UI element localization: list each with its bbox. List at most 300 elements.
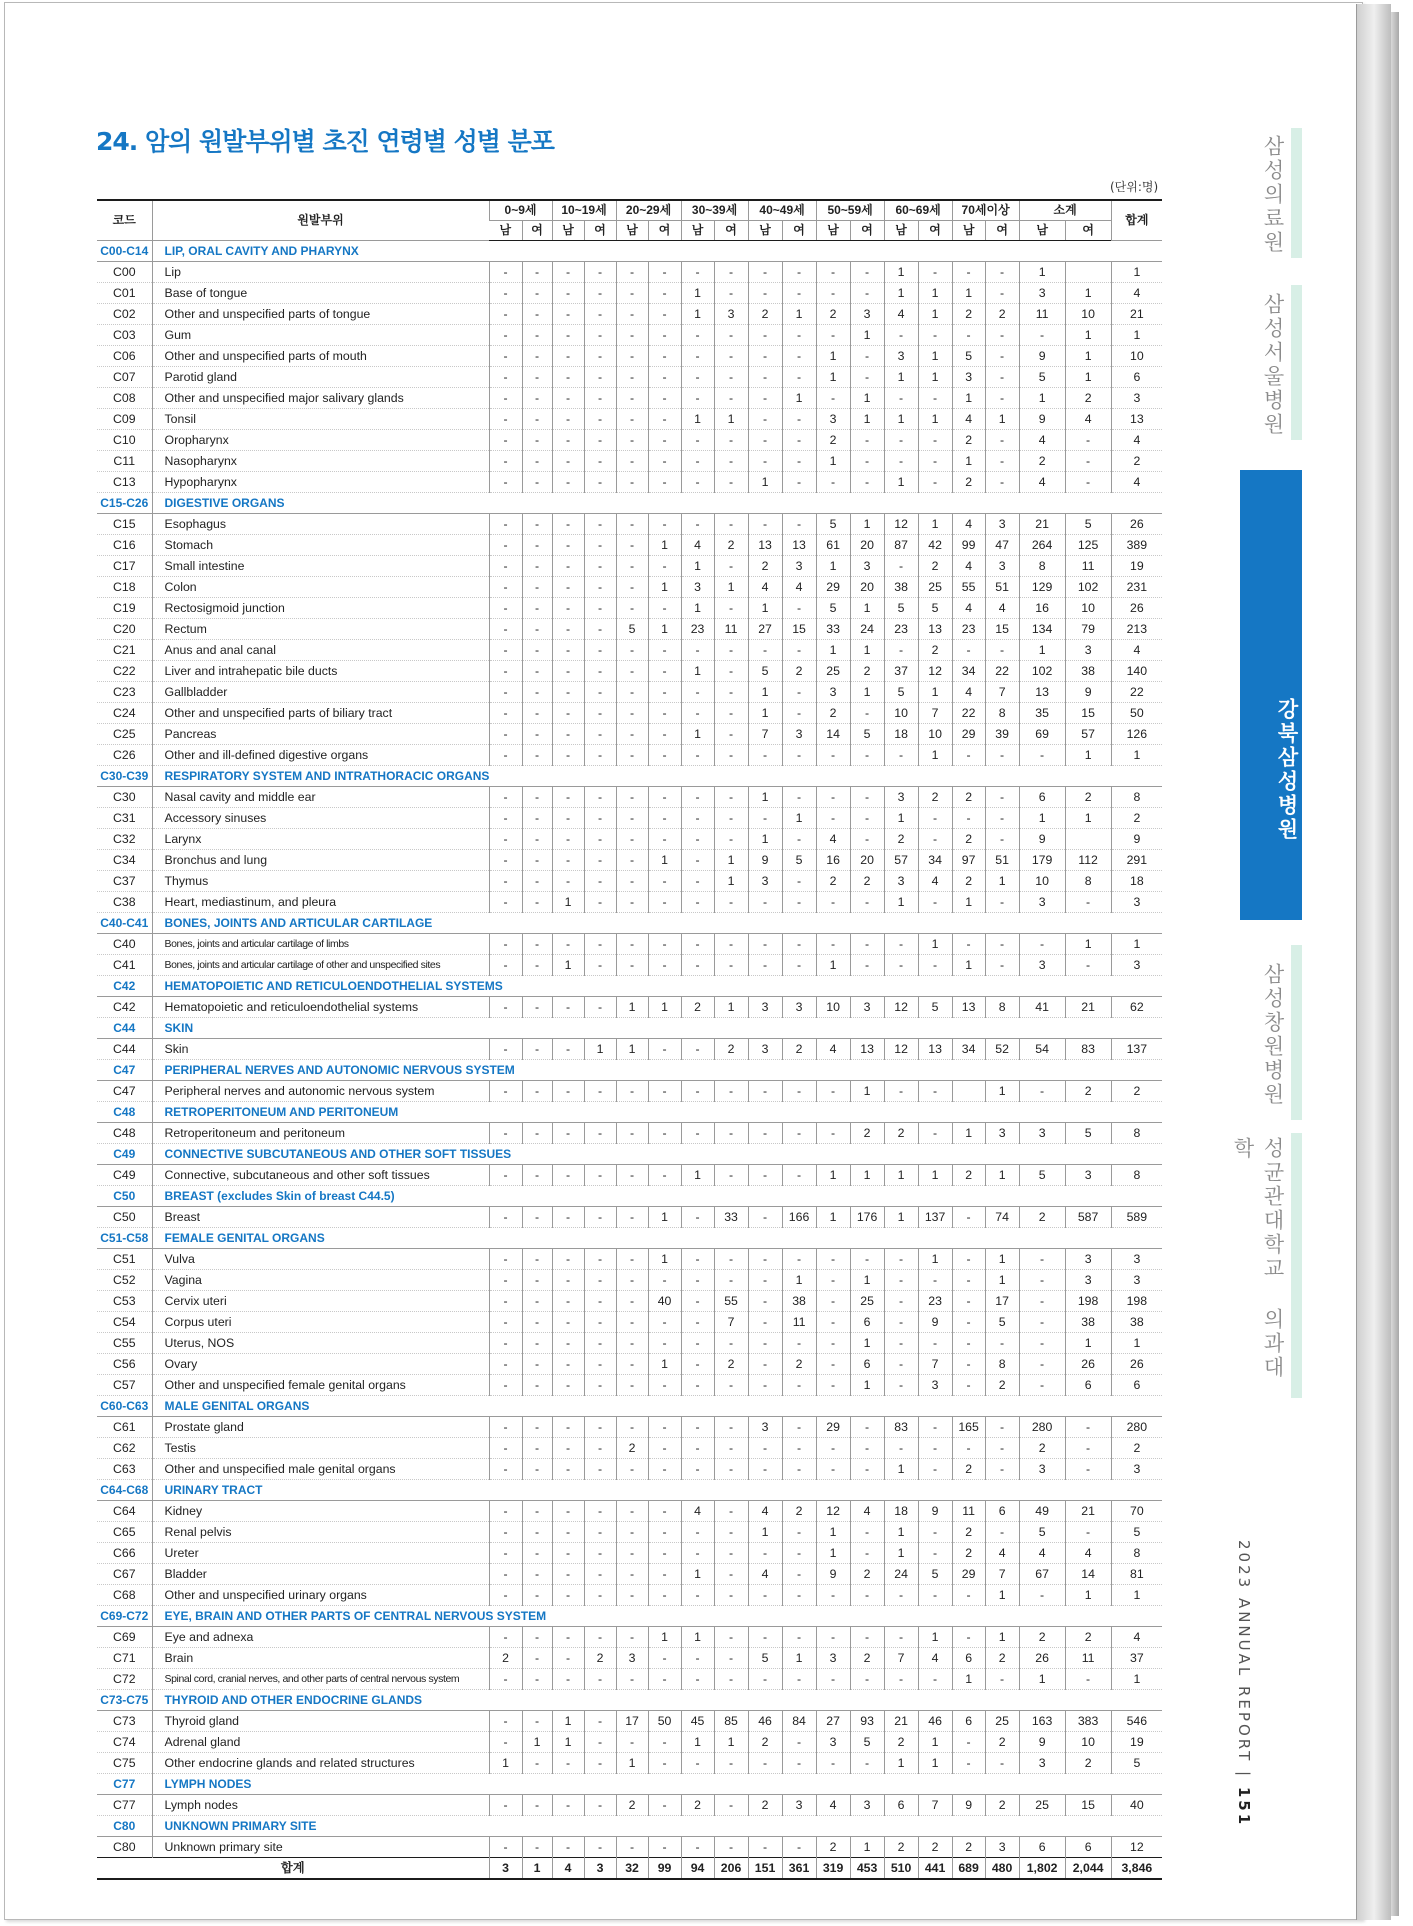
- value-cell: 1: [952, 388, 985, 409]
- value-cell: -: [489, 934, 522, 955]
- value-cell: -: [748, 1312, 782, 1333]
- value-cell: -: [782, 1249, 816, 1270]
- value-cell: -: [584, 682, 616, 703]
- value-cell: -: [584, 1291, 616, 1312]
- table-row: [97, 1837, 1162, 1858]
- value-cell: -: [714, 745, 748, 766]
- value-cell: 4: [952, 409, 985, 430]
- row-site: Bronchus and lung: [152, 850, 489, 871]
- value-cell: -: [850, 451, 884, 472]
- value-cell: -: [489, 1375, 522, 1396]
- value-cell: -: [681, 1039, 714, 1060]
- value-cell: 5: [1019, 1522, 1065, 1543]
- value-cell: -: [522, 1501, 552, 1522]
- value-cell: -: [648, 892, 681, 913]
- value-cell: 2: [748, 304, 782, 325]
- value-cell: -: [489, 787, 522, 808]
- value-cell: -: [552, 1375, 584, 1396]
- value-cell: -: [522, 1648, 552, 1669]
- value-cell: -: [748, 1669, 782, 1690]
- value-cell: -: [648, 409, 681, 430]
- row-site: Bladder: [152, 1564, 489, 1585]
- row-site: Spinal cord, cranial nerves, and other parts of central nervous system: [152, 1669, 489, 1690]
- value-cell: -: [489, 262, 522, 283]
- value-cell: -: [782, 787, 816, 808]
- value-cell: 20: [850, 577, 884, 598]
- row-code: C25: [97, 724, 152, 745]
- value-cell: -: [584, 1585, 616, 1606]
- table-row: [97, 661, 1162, 682]
- value-cell: -: [681, 1249, 714, 1270]
- value-cell: 1: [522, 1732, 552, 1753]
- value-cell: -: [489, 367, 522, 388]
- value-cell: 6: [1019, 787, 1065, 808]
- table-row: [97, 598, 1162, 619]
- value-cell: 1: [985, 1270, 1019, 1291]
- table-row: [97, 1522, 1162, 1543]
- group-name: DIGESTIVE ORGANS: [152, 493, 1162, 514]
- row-code: C23: [97, 682, 152, 703]
- value-cell: 5: [816, 514, 850, 535]
- value-cell: -: [748, 1123, 782, 1144]
- value-cell: 3: [850, 1795, 884, 1816]
- value-cell: 26: [1065, 1354, 1111, 1375]
- value-cell: -: [816, 892, 850, 913]
- value-cell: -: [648, 346, 681, 367]
- row-site: Colon: [152, 577, 489, 598]
- value-cell: 9: [1065, 682, 1111, 703]
- value-cell: -: [782, 1522, 816, 1543]
- value-cell: -: [952, 640, 985, 661]
- value-cell: -: [584, 1417, 616, 1438]
- table-row: [97, 514, 1162, 535]
- value-cell: -: [584, 1354, 616, 1375]
- group-code: C51-C58: [97, 1228, 152, 1249]
- row-code: C42: [97, 997, 152, 1018]
- value-cell: 5: [918, 1564, 952, 1585]
- group-name: THYROID AND OTHER ENDOCRINE GLANDS: [152, 1690, 1162, 1711]
- row-code: C30: [97, 787, 152, 808]
- value-cell: 179: [1019, 850, 1065, 871]
- row-code: C08: [97, 388, 152, 409]
- value-cell: -: [522, 1459, 552, 1480]
- side-tab-5[interactable]: [1231, 1133, 1302, 1398]
- value-cell: 1: [884, 262, 918, 283]
- value-cell: -: [714, 430, 748, 451]
- row-site: Uterus, NOS: [152, 1333, 489, 1354]
- value-cell: 1: [918, 1165, 952, 1186]
- value-cell: 2: [584, 1648, 616, 1669]
- table-row: [97, 325, 1162, 346]
- value-cell: -: [1019, 934, 1065, 955]
- value-cell: 4: [1065, 409, 1111, 430]
- value-cell: -: [748, 409, 782, 430]
- row-site: Unknown primary site: [152, 1837, 489, 1858]
- group-name: BONES, JOINTS AND ARTICULAR CARTILAGE: [152, 913, 1162, 934]
- value-cell: 1: [714, 1732, 748, 1753]
- age-header: 30~39세: [681, 200, 748, 221]
- total-cell: 361: [782, 1858, 816, 1880]
- value-cell: -: [748, 1207, 782, 1228]
- value-cell: 5: [985, 1312, 1019, 1333]
- value-cell: 1: [816, 1165, 850, 1186]
- value-cell: -: [616, 640, 648, 661]
- female-header: 여: [522, 221, 552, 241]
- row-code: C16: [97, 535, 152, 556]
- total-cell: 94: [681, 1858, 714, 1880]
- value-cell: 7: [918, 703, 952, 724]
- value-cell: -: [782, 451, 816, 472]
- value-cell: -: [489, 304, 522, 325]
- value-cell: -: [714, 1270, 748, 1291]
- side-tab-4[interactable]: [1240, 945, 1302, 1120]
- value-cell: -: [985, 1669, 1019, 1690]
- group-row: [97, 1018, 1162, 1039]
- value-cell: -: [918, 1333, 952, 1354]
- side-tab-3[interactable]: [1240, 470, 1302, 920]
- value-cell: 1: [1019, 388, 1065, 409]
- value-cell: -: [850, 1753, 884, 1774]
- value-cell: -: [816, 388, 850, 409]
- value-cell: 13: [918, 619, 952, 640]
- value-cell: -: [850, 892, 884, 913]
- value-cell: 2: [952, 787, 985, 808]
- value-cell: -: [918, 955, 952, 976]
- value-cell: 85: [714, 1711, 748, 1732]
- value-cell: 2: [884, 1837, 918, 1858]
- value-cell: -: [648, 304, 681, 325]
- total-header: 합계: [1111, 200, 1162, 241]
- row-site: Lip: [152, 262, 489, 283]
- value-cell: 7: [918, 1795, 952, 1816]
- value-cell: -: [616, 745, 648, 766]
- value-cell: -: [748, 1081, 782, 1102]
- value-cell: -: [681, 1669, 714, 1690]
- value-cell: -: [681, 1375, 714, 1396]
- group-row: [97, 1102, 1162, 1123]
- value-cell: 1: [816, 955, 850, 976]
- value-cell: -: [489, 808, 522, 829]
- value-cell: 1: [884, 1522, 918, 1543]
- value-cell: -: [816, 787, 850, 808]
- value-cell: -: [918, 1438, 952, 1459]
- value-cell: 2: [952, 829, 985, 850]
- value-cell: -: [985, 787, 1019, 808]
- value-cell: 2: [952, 1459, 985, 1480]
- value-cell: 1: [952, 451, 985, 472]
- row-site: Adrenal gland: [152, 1732, 489, 1753]
- value-cell: 1: [850, 1081, 884, 1102]
- value-cell: -: [552, 304, 584, 325]
- table-row: [97, 724, 1162, 745]
- value-cell: -: [584, 535, 616, 556]
- value-cell: -: [648, 1039, 681, 1060]
- value-cell: 33: [714, 1207, 748, 1228]
- value-cell: 10: [884, 703, 918, 724]
- value-cell: -: [489, 1459, 522, 1480]
- value-cell: -: [489, 682, 522, 703]
- group-row: [97, 1690, 1162, 1711]
- value-cell: -: [850, 787, 884, 808]
- value-cell: 20: [850, 850, 884, 871]
- value-cell: -: [552, 1207, 584, 1228]
- male-header: 남: [952, 221, 985, 241]
- table-row: [97, 535, 1162, 556]
- row-code: C41: [97, 955, 152, 976]
- tab-accent-bar: [1291, 128, 1302, 258]
- value-cell: -: [584, 430, 616, 451]
- value-cell: -: [816, 472, 850, 493]
- report-label: 2023 ANNUAL REPORT: [1235, 1540, 1253, 1764]
- value-cell: -: [648, 1081, 681, 1102]
- value-cell: -: [782, 1123, 816, 1144]
- value-cell: -: [584, 1081, 616, 1102]
- value-cell: -: [714, 808, 748, 829]
- value-cell: 1: [952, 955, 985, 976]
- value-cell: -: [782, 1543, 816, 1564]
- value-cell: 1: [748, 1522, 782, 1543]
- row-site: Prostate gland: [152, 1417, 489, 1438]
- value-cell: 8: [1111, 1543, 1162, 1564]
- value-cell: 37: [1111, 1648, 1162, 1669]
- value-cell: -: [816, 1585, 850, 1606]
- total-cell: 1: [522, 1858, 552, 1880]
- value-cell: -: [850, 703, 884, 724]
- value-cell: 3: [816, 1732, 850, 1753]
- value-cell: 6: [850, 1312, 884, 1333]
- value-cell: -: [1019, 1585, 1065, 1606]
- value-cell: -: [782, 1438, 816, 1459]
- value-cell: 4: [748, 1501, 782, 1522]
- value-cell: 1: [1065, 808, 1111, 829]
- value-cell: 2: [616, 1438, 648, 1459]
- row-site: Heart, mediastinum, and pleura: [152, 892, 489, 913]
- table-row: [97, 472, 1162, 493]
- value-cell: 23: [884, 619, 918, 640]
- value-cell: -: [522, 955, 552, 976]
- value-cell: 546: [1111, 1711, 1162, 1732]
- female-header: 여: [850, 221, 884, 241]
- value-cell: -: [522, 1333, 552, 1354]
- value-cell: 29: [952, 1564, 985, 1585]
- value-cell: 1: [714, 409, 748, 430]
- row-code: C01: [97, 283, 152, 304]
- value-cell: 16: [1019, 598, 1065, 619]
- table-row: [97, 1648, 1162, 1669]
- value-cell: -: [552, 1438, 584, 1459]
- value-cell: [1065, 829, 1111, 850]
- value-cell: 8: [1111, 1165, 1162, 1186]
- tab-accent-bar: [1291, 1133, 1302, 1398]
- value-cell: 3: [1111, 1270, 1162, 1291]
- value-cell: 10: [1065, 304, 1111, 325]
- value-cell: -: [584, 1795, 616, 1816]
- value-cell: -: [522, 1249, 552, 1270]
- value-cell: 1: [1111, 745, 1162, 766]
- value-cell: -: [616, 451, 648, 472]
- value-cell: -: [489, 1501, 522, 1522]
- value-cell: -: [714, 1543, 748, 1564]
- row-site: Bones, joints and articular cartilage of limbs: [152, 934, 489, 955]
- value-cell: -: [489, 1627, 522, 1648]
- value-cell: 8: [1019, 556, 1065, 577]
- value-cell: -: [616, 1123, 648, 1144]
- value-cell: 29: [952, 724, 985, 745]
- value-cell: 26: [1111, 1354, 1162, 1375]
- male-header: 남: [1019, 221, 1065, 241]
- value-cell: -: [648, 871, 681, 892]
- value-cell: -: [681, 829, 714, 850]
- value-cell: 3: [1111, 892, 1162, 913]
- value-cell: 1: [714, 850, 748, 871]
- value-cell: -: [584, 787, 616, 808]
- row-site: Gum: [152, 325, 489, 346]
- value-cell: -: [714, 1627, 748, 1648]
- side-tab-1[interactable]: [1240, 128, 1302, 258]
- value-cell: 9: [952, 1795, 985, 1816]
- value-cell: -: [918, 1543, 952, 1564]
- value-cell: -: [584, 1249, 616, 1270]
- value-cell: 1: [1111, 325, 1162, 346]
- value-cell: 9: [918, 1501, 952, 1522]
- value-cell: 126: [1111, 724, 1162, 745]
- value-cell: 62: [1111, 997, 1162, 1018]
- value-cell: -: [782, 409, 816, 430]
- value-cell: -: [552, 1522, 584, 1543]
- value-cell: 26: [1111, 598, 1162, 619]
- value-cell: -: [489, 535, 522, 556]
- value-cell: 83: [1065, 1039, 1111, 1060]
- side-tab-2[interactable]: [1240, 285, 1302, 440]
- value-cell: -: [584, 472, 616, 493]
- value-cell: -: [748, 1249, 782, 1270]
- value-cell: -: [648, 787, 681, 808]
- value-cell: 15: [782, 619, 816, 640]
- value-cell: -: [985, 892, 1019, 913]
- value-cell: 23: [918, 1291, 952, 1312]
- value-cell: -: [522, 787, 552, 808]
- value-cell: -: [884, 1291, 918, 1312]
- row-code: C40: [97, 934, 152, 955]
- value-cell: 1: [681, 283, 714, 304]
- value-cell: 2: [952, 1543, 985, 1564]
- value-cell: -: [489, 892, 522, 913]
- male-header: 남: [884, 221, 918, 241]
- table-row: [97, 430, 1162, 451]
- value-cell: 1: [952, 1123, 985, 1144]
- row-site: Tonsil: [152, 409, 489, 430]
- value-cell: 6: [1111, 1375, 1162, 1396]
- group-code: C77: [97, 1774, 152, 1795]
- row-code: C57: [97, 1375, 152, 1396]
- value-cell: 11: [1065, 1648, 1111, 1669]
- value-cell: 13: [952, 997, 985, 1018]
- value-cell: 3: [850, 304, 884, 325]
- row-code: C21: [97, 640, 152, 661]
- value-cell: -: [782, 871, 816, 892]
- value-cell: 1: [552, 892, 584, 913]
- value-cell: 4: [1019, 472, 1065, 493]
- group-name: UNKNOWN PRIMARY SITE: [152, 1816, 1162, 1837]
- value-cell: -: [850, 934, 884, 955]
- value-cell: 2: [985, 1648, 1019, 1669]
- value-cell: -: [616, 577, 648, 598]
- male-header: 남: [816, 221, 850, 241]
- value-cell: -: [522, 325, 552, 346]
- value-cell: -: [782, 640, 816, 661]
- value-cell: -: [782, 1459, 816, 1480]
- value-cell: 5: [884, 598, 918, 619]
- value-cell: 2: [782, 1354, 816, 1375]
- value-cell: -: [489, 703, 522, 724]
- value-cell: 3: [782, 556, 816, 577]
- value-cell: -: [648, 1459, 681, 1480]
- value-cell: -: [884, 934, 918, 955]
- value-cell: -: [884, 1249, 918, 1270]
- value-cell: 2: [952, 430, 985, 451]
- row-code: C69: [97, 1627, 152, 1648]
- value-cell: -: [748, 430, 782, 451]
- value-cell: -: [616, 325, 648, 346]
- value-cell: 1: [648, 1627, 681, 1648]
- value-cell: -: [918, 325, 952, 346]
- value-cell: -: [918, 1669, 952, 1690]
- value-cell: -: [681, 1207, 714, 1228]
- value-cell: -: [522, 1837, 552, 1858]
- value-cell: 9: [748, 850, 782, 871]
- row-code: C20: [97, 619, 152, 640]
- value-cell: 1: [681, 1165, 714, 1186]
- value-cell: 1: [918, 514, 952, 535]
- value-cell: -: [648, 556, 681, 577]
- value-cell: 1: [884, 367, 918, 388]
- row-code: C48: [97, 1123, 152, 1144]
- value-cell: 49: [1019, 1501, 1065, 1522]
- value-cell: -: [714, 1837, 748, 1858]
- row-code: C31: [97, 808, 152, 829]
- value-cell: -: [584, 724, 616, 745]
- value-cell: 2: [748, 1795, 782, 1816]
- value-cell: -: [552, 808, 584, 829]
- value-cell: 4: [952, 514, 985, 535]
- side-tab-label: 성균관대학교 의과대학: [1231, 1137, 1285, 1380]
- value-cell: -: [552, 661, 584, 682]
- value-cell: 2: [816, 871, 850, 892]
- value-cell: -: [918, 808, 952, 829]
- value-cell: -: [985, 430, 1019, 451]
- value-cell: -: [584, 1669, 616, 1690]
- value-cell: -: [681, 451, 714, 472]
- value-cell: -: [522, 346, 552, 367]
- value-cell: 2: [850, 661, 884, 682]
- value-cell: 5: [1065, 514, 1111, 535]
- value-cell: 18: [884, 724, 918, 745]
- value-cell: 10: [1065, 1732, 1111, 1753]
- value-cell: -: [850, 1543, 884, 1564]
- value-cell: -: [714, 283, 748, 304]
- row-code: C44: [97, 1039, 152, 1060]
- value-cell: -: [552, 871, 584, 892]
- value-cell: 134: [1019, 619, 1065, 640]
- value-cell: -: [584, 1459, 616, 1480]
- value-cell: -: [552, 451, 584, 472]
- value-cell: -: [616, 1627, 648, 1648]
- value-cell: 3: [1019, 1123, 1065, 1144]
- value-cell: -: [552, 283, 584, 304]
- value-cell: -: [714, 1459, 748, 1480]
- table-row: [97, 1417, 1162, 1438]
- group-name: CONNECTIVE SUBCUTANEOUS AND OTHER SOFT TISSUES: [152, 1144, 1162, 1165]
